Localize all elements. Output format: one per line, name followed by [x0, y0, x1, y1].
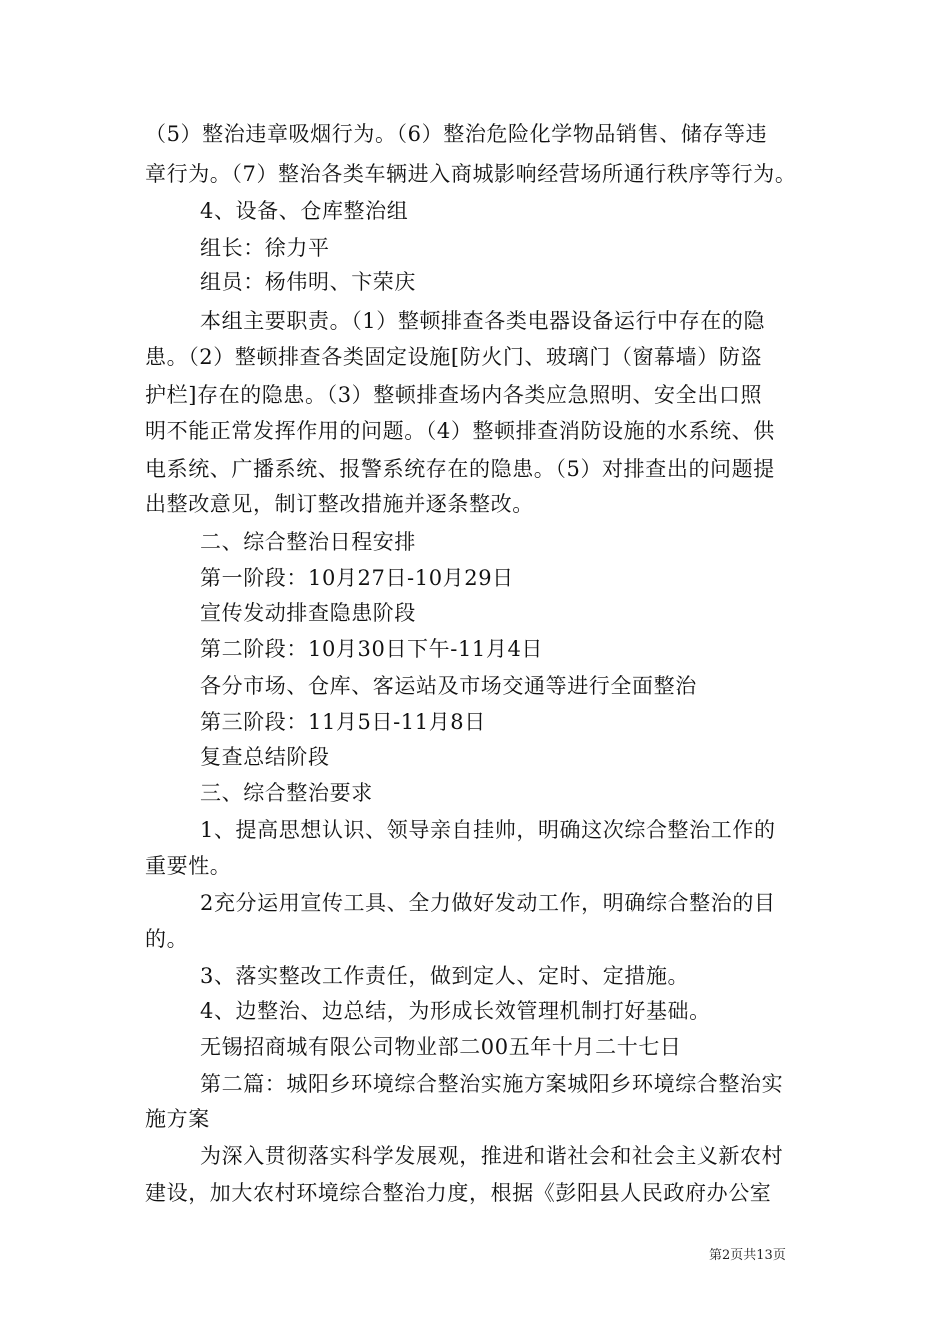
- section-heading: 三、综合整治要求: [200, 781, 373, 805]
- text-line: 护栏]存在的隐患。（3）整顿排查场内各类应急照明、安全出口照: [145, 383, 763, 407]
- text-line: 电系统、广播系统、报警系统存在的隐患。（5）对排查出的问题提: [145, 457, 775, 481]
- text-line: 4、边整治、边总结，为形成长效管理机制打好基础。: [200, 999, 711, 1023]
- text-line: 组员：杨伟明、卞荣庆: [200, 270, 416, 294]
- section-heading: 二、综合整治日程安排: [200, 530, 416, 554]
- text-line: 本组主要职责。（1）整顿排查各类电器设备运行中存在的隐: [200, 309, 766, 333]
- text-line: 建设，加大农村环境综合整治力度，根据《彭阳县人民政府办公室: [145, 1181, 772, 1205]
- text-line: 出整改意见，制订整改措施并逐条整改。: [145, 492, 534, 516]
- text-line: 为深入贯彻落实科学发展观，推进和谐社会和社会主义新农村: [200, 1144, 784, 1168]
- section-heading: 4、设备、仓库整治组: [200, 199, 409, 223]
- text-line: 的。: [145, 927, 189, 951]
- text-line: 施方案: [145, 1107, 210, 1131]
- text-line: 各分市场、仓库、客运站及市场交通等进行全面整治: [200, 674, 697, 698]
- text-line: 第一阶段：10月27日-10月29日: [200, 566, 514, 590]
- text-line: 章行为。（7）整治各类车辆进入商城影响经营场所通行秩序等行为。: [145, 162, 797, 186]
- text-line: 第二篇：城阳乡环境综合整治实施方案城阳乡环境综合整治实: [200, 1072, 784, 1096]
- text-line: 第三阶段：11月5日-11月8日: [200, 710, 486, 734]
- signature-line: 无锡招商城有限公司物业部二00五年十月二十七日: [200, 1035, 682, 1059]
- text-line: （5）整治违章吸烟行为。（6）整治危险化学物品销售、储存等违: [145, 122, 768, 146]
- text-line: 重要性。: [145, 854, 232, 878]
- text-line: 1、提高思想认识、领导亲自挂帅，明确这次综合整治工作的: [200, 818, 776, 842]
- text-line: 第二阶段：10月30日下午-11月4日: [200, 637, 544, 661]
- text-line: 组长：徐力平: [200, 236, 330, 260]
- text-line: 宣传发动排查隐患阶段: [200, 601, 416, 625]
- text-line: 2充分运用宣传工具、全力做好发动工作，明确综合整治的目: [200, 891, 776, 915]
- text-line: 复查总结阶段: [200, 745, 330, 769]
- text-line: 患。（2）整顿排查各类固定设施[防火门、玻璃门（窗幕墙）防盗: [145, 345, 763, 369]
- text-line: 3、落实整改工作责任，做到定人、定时、定措施。: [200, 964, 690, 988]
- page-number-footer: 第2页共13页: [709, 1248, 786, 1263]
- text-line: 明不能正常发挥作用的问题。（4）整顿排查消防设施的水系统、供: [145, 419, 775, 443]
